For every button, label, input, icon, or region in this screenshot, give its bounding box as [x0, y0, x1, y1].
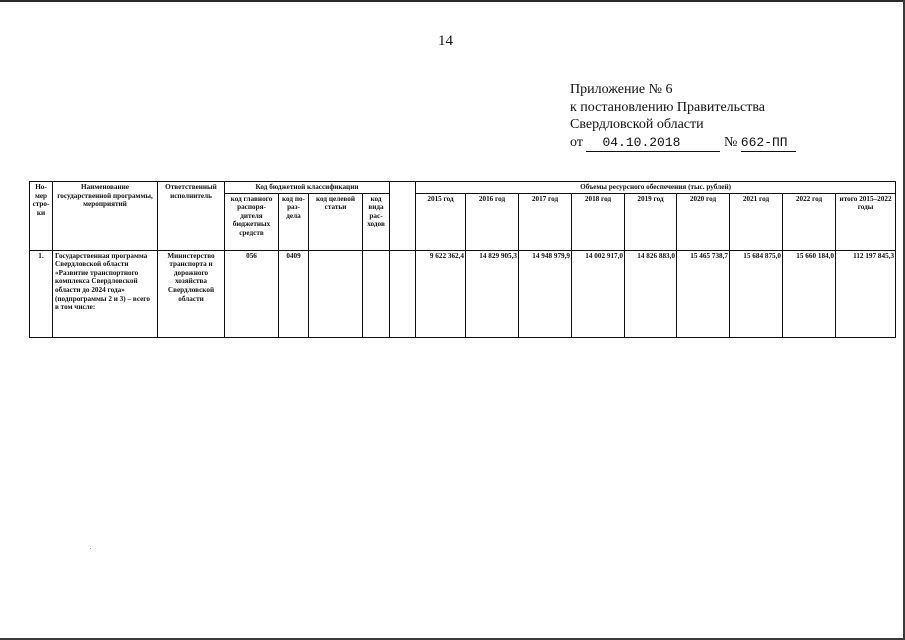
value-cell: 15 465 738,7 [677, 250, 730, 337]
appendix-resolution: к постановлению Правительства [570, 99, 766, 115]
resolution-number: 662-ПП [741, 134, 796, 153]
scan-speck [90, 548, 91, 549]
value-cell: 9 622 362,4 [416, 250, 466, 337]
target-article-cell [309, 250, 363, 337]
header-year: 2021 год [730, 193, 783, 250]
section-cell: 0409 [279, 250, 309, 337]
resolution-date: 04.10.2018 [586, 134, 720, 153]
appendix-date-line [570, 134, 796, 153]
header-row-number: Но-мер стро-ки [30, 182, 53, 251]
header-target-article-code: код целевой статьи [309, 193, 363, 250]
header-year: 2015 год [416, 193, 466, 250]
budget-table [29, 181, 896, 338]
value-cell: 15 660 184,0 [783, 250, 836, 337]
header-section-code: код по-раз-дела [279, 193, 309, 250]
value-cell: 14 829 905,3 [466, 250, 519, 337]
header-year: 2022 год [783, 193, 836, 250]
appendix-title: Приложение № 6 [570, 82, 673, 97]
appendix-region: Свердловской области [570, 117, 704, 132]
value-cell: 14 826 883,0 [625, 250, 677, 337]
header-year: 2016 год [466, 193, 519, 250]
header-spacer [390, 182, 416, 251]
main-manager-cell: 056 [225, 250, 279, 337]
header-year: 2017 год [519, 193, 572, 250]
spacer-cell [390, 250, 416, 337]
header-executor: Ответственный исполнитель [158, 182, 225, 251]
page-edge-top [0, 0, 905, 2]
header-year: 2018 год [572, 193, 625, 250]
value-cell: 14 002 917,0 [572, 250, 625, 337]
header-main-manager-code: код главного распоря-дителя бюджетных средств [225, 193, 279, 250]
page-number: 14 [438, 33, 453, 49]
number-label: № [723, 134, 738, 150]
program-name-cell: Государственная программа Свердловской области «Развитие транспортного комплекса Свердловской области до 2024 года» (подпрограммы 2 и 3) – всего в том числе: [53, 250, 158, 337]
header-name: Наименование государственной программы, мероприятий [53, 182, 158, 251]
header-expense-type-code: код вида рас-ходов [363, 193, 390, 250]
value-cell: 15 684 875,0 [730, 250, 783, 337]
value-cell: 14 948 979,9 [519, 250, 572, 337]
executor-cell: Министерство транспорта и дорожного хозяйства Свердловской области [158, 250, 225, 337]
header-year: 2020 год [677, 193, 730, 250]
row-number-cell: 1. [30, 250, 53, 337]
from-label: от [570, 134, 583, 150]
expense-type-cell [363, 250, 390, 337]
header-resources: Объемы ресурсного обеспечения (тыс. рублей) [416, 182, 896, 194]
table-row [30, 250, 896, 337]
appendix-header [570, 81, 796, 152]
header-total: итого 2015–2022 годы [836, 193, 896, 250]
header-budget-classification: Код бюджетной классификации [225, 182, 390, 194]
total-cell: 112 197 845,3 [836, 250, 896, 337]
header-year: 2019 год [625, 193, 677, 250]
